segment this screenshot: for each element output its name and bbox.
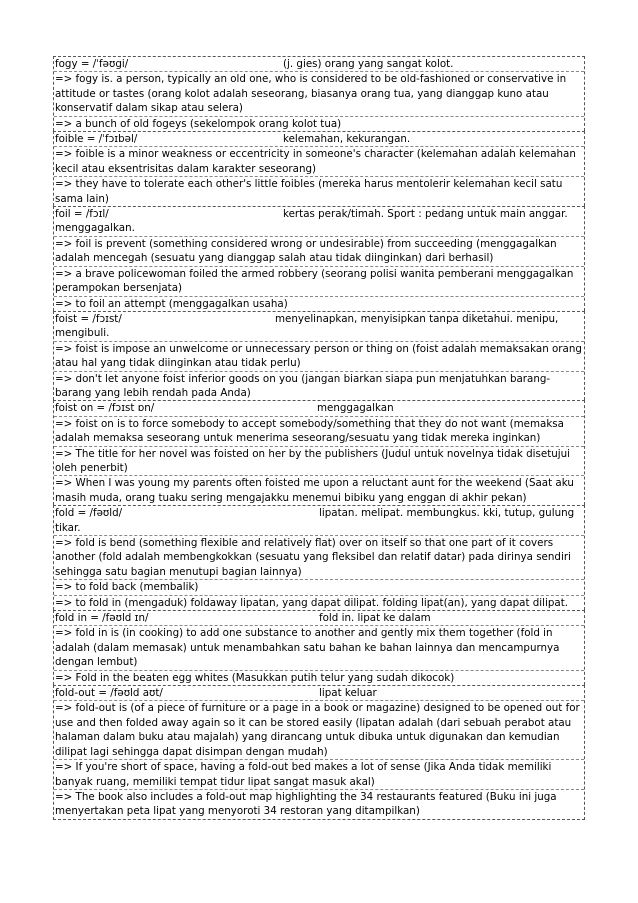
entry-meaning: menggagalkan bbox=[317, 402, 394, 415]
entry-example-line: => If you're short of space, having a fold-out bed makes a lot of sense (Jika Anda tidak memiliki banyak ruang, memiliki tempat tidur lipat sangat masuk akal) bbox=[55, 761, 552, 788]
entry-headword-line bbox=[54, 132, 584, 146]
entry-headword-line bbox=[54, 506, 584, 535]
entry-example-line: => don't let anyone foist inferior goods on you (jangan biarkan siapa pun menjatuhkan barang-barang yang lebih rendah pada Anda) bbox=[55, 372, 551, 399]
entry-term: foil = /fɔɪl/ bbox=[55, 208, 109, 221]
dictionary-page bbox=[53, 56, 585, 820]
entry-example-line: => The title for her novel was foisted on her by the publishers (Judul untuk novelnya tidak disetujui oleh penerbit) bbox=[55, 447, 571, 474]
entry-meaning: (j. gies) orang yang sangat kolot. bbox=[283, 58, 454, 70]
entries-list bbox=[53, 56, 585, 820]
entry-term: fold = /fəʊld/ bbox=[55, 507, 123, 520]
entry-example-line: => they have to tolerate each other's little foibles (mereka harus mentolerir kelemahan kecil satu sama lain) bbox=[55, 178, 563, 205]
entry-headword-line bbox=[54, 312, 584, 341]
entry-headword-line bbox=[54, 207, 584, 236]
entry-term: foist = /fɔɪst/ bbox=[55, 312, 122, 325]
entry-headword-line bbox=[54, 401, 584, 415]
entry-term: foist on = /fɔɪst ɒn/ bbox=[55, 402, 155, 415]
dictionary-entry bbox=[53, 131, 585, 206]
dictionary-entry bbox=[53, 56, 585, 131]
dictionary-entry bbox=[53, 400, 585, 505]
dictionary-entry bbox=[53, 610, 585, 685]
entry-headword-line bbox=[54, 686, 584, 700]
entry-meaning: kelemahan, kekurangan. bbox=[283, 133, 411, 146]
entry-term: fold in = /fəʊld ɪn/ bbox=[55, 612, 149, 625]
entry-meaning: fold in. lipat ke dalam bbox=[319, 612, 431, 625]
entry-headword-line bbox=[54, 57, 584, 71]
entry-example-line: => foist on is to force somebody to accept somebody/something that they do not want (memaksa adalah memaksa seseorang untuk menerima seseorang/sesuatu yang tidak mereka inginkan) bbox=[55, 417, 564, 445]
entry-example-line: => to fold in (mengaduk) foldaway lipatan, yang dapat dilipat. folding lipat(an), yang dapat dilipat. bbox=[55, 596, 569, 609]
entry-term: fogy = /ˈfəʊgi/ bbox=[55, 58, 129, 70]
dictionary-entry bbox=[53, 505, 585, 610]
entry-example-line: => fold is bend (something flexible and relatively flat) over on itself so that one part of it covers another (fold adalah membengkokkan (sesuatu yang fleksibel dan relatif datar) pada dirinya sendiri sehingga satu bagian menutupi bagian lainnya) bbox=[55, 537, 571, 578]
entry-example-line: => fogy is. a person, typically an old one, who is considered to be old-fashioned or conservative in attitude or tastes (orang kolot adalah seseorang, biasanya orang tua, yang dianggap kuno atau konservatif dalam sikap atau selera) bbox=[55, 73, 567, 115]
dictionary-entry bbox=[53, 206, 585, 311]
entry-example-line: => fold-out is (of a piece of furniture or a page in a book or magazine) designed to be opened out for use and then folded away again so it can be stored easily (lipatan adalah (dari sebuah perabot atau halaman dalam buku atau majalah) yang dirancang untuk dibuka untuk digunakan dan kemudian dilipat lagi sehingga dapat disimpan dengan mudah) bbox=[55, 702, 580, 758]
entry-meaning: menyelinapkan, menyisipkan tanpa diketahui. menipu, mengibuli. bbox=[55, 312, 559, 340]
entry-meaning: kertas perak/timah. Sport : pedang untuk main anggar. menggagalkan. bbox=[55, 208, 568, 235]
dictionary-entry bbox=[53, 685, 585, 820]
entry-example-line: => a brave policewoman foiled the armed robbery (seorang polisi wanita pemberani menggagalkan perampokan bersenjata) bbox=[55, 267, 574, 295]
entry-term: fold-out = /fəʊld aʊt/ bbox=[55, 687, 163, 700]
entry-example-line: => to fold back (membalik) bbox=[55, 581, 199, 594]
entry-example-line: => fold in is (in cooking) to add one substance to another and gently mix them together (fold in adalah (dalam memasak) untuk menambahkan satu bahan ke bahan lainnya dan mencampurnya dengan lembut) bbox=[55, 627, 560, 669]
entry-meaning: lipat keluar bbox=[319, 687, 377, 700]
entry-example-line: => foible is a minor weakness or eccentricity in someone's character (kelemahan adalah kelemahan kecil atau eksentrisitas dalam karakter seseorang) bbox=[55, 148, 576, 175]
entry-example-line: => to foil an attempt (menggagalkan usaha) bbox=[55, 297, 288, 310]
entry-headword-line bbox=[54, 611, 584, 625]
entry-example-line: => When I was young my parents often foisted me upon a reluctant aunt for the weekend (Saat aku masih muda, orang tuaku sering mengajakku menemui bibiku yang enggan di akhir pekan) bbox=[55, 477, 574, 504]
entry-example-line: => a bunch of old fogeys (sekelompok orang kolot tua) bbox=[55, 117, 342, 130]
entry-example-line: => foist is impose an unwelcome or unnecessary person or thing on (foist adalah memaksakan orang atau hal yang tidak diinginkan atau tidak perlu) bbox=[55, 342, 582, 370]
entry-example-line: => The book also includes a fold-out map highlighting the 34 restaurants featured (Buku ini juga menyertakan peta lipat yang menyoroti 34 restoran yang ditampilkan) bbox=[55, 790, 557, 818]
entry-example-line: => Fold in the beaten egg whites (Masukkan putih telur yang sudah dikocok) bbox=[55, 671, 455, 684]
entry-term: foible = /ˈfɔɪbəl/ bbox=[55, 133, 138, 146]
entry-meaning: lipatan. melipat. membungkus. kki, tutup, gulung tikar. bbox=[55, 507, 575, 534]
dictionary-entry bbox=[53, 311, 585, 400]
entry-example-line: => foil is prevent (something considered wrong or undesirable) from succeeding (menggagalkan adalah mencegah (sesuatu yang dianggap salah atau tidak diinginkan) dari berhasil) bbox=[55, 237, 557, 265]
